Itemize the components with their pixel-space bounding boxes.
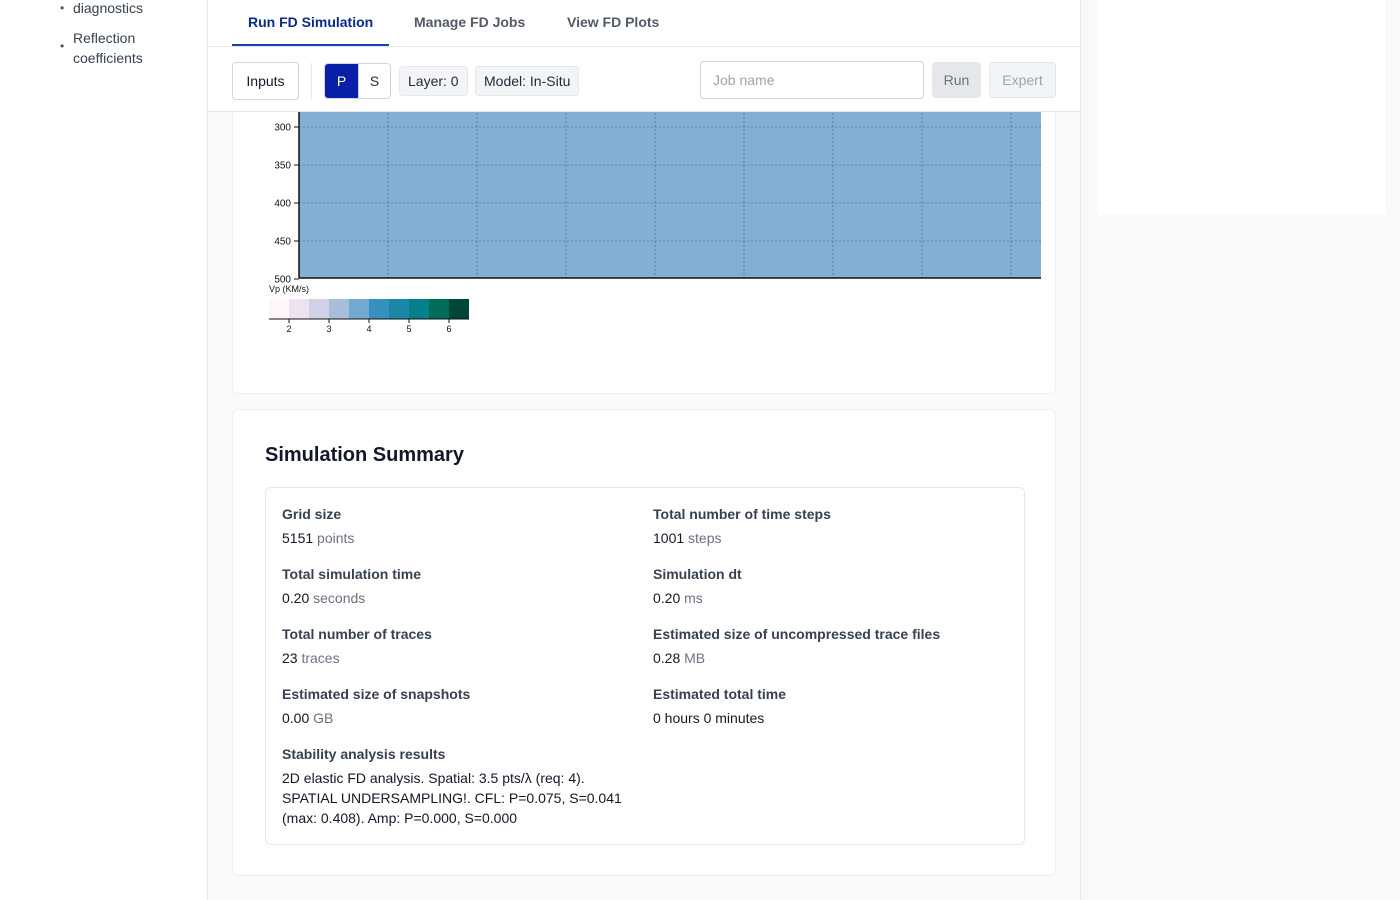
y-tick-label: 400 (274, 198, 291, 210)
wave-type-p-option[interactable]: P (325, 64, 358, 98)
summary-stat-value (282, 708, 622, 728)
summary-stat (282, 744, 622, 828)
colorbar-cell (329, 299, 349, 319)
summary-stat (653, 624, 993, 668)
summary-stat-unit: steps (688, 530, 722, 546)
summary-title: Simulation Summary (265, 444, 464, 466)
summary-stats-box (265, 487, 1025, 845)
colorbar-cell (409, 299, 429, 319)
summary-stat-value (653, 708, 993, 728)
summary-stat-value (282, 648, 622, 668)
tab-manage-fd-jobs[interactable]: Manage FD Jobs (414, 14, 526, 30)
simulation-toolbar (208, 47, 1080, 112)
layer-badge: Layer: 0 (399, 66, 468, 96)
model-badge: Model: In-Situ (475, 66, 579, 96)
tab-bar (208, 0, 1080, 47)
run-button[interactable]: Run (932, 62, 981, 98)
y-tick-label: 450 (274, 236, 291, 248)
summary-stat-number: 2D elastic FD analysis. Spatial: 3.5 pts/λ (req: 4). SPATIAL UNDERSAMPLING!. CFL: P=0.075, S=0.041 (max: 0.408). Amp: P=0.000, S=0.000 (282, 770, 622, 826)
colorbar-cell (349, 299, 369, 319)
summary-stat-number: 1001 (653, 530, 685, 546)
tab-view-fd-plots[interactable]: View FD Plots (567, 14, 660, 30)
summary-stat-label: Total number of traces (282, 626, 432, 642)
colorbar-cell (289, 299, 309, 319)
summary-stat (282, 624, 622, 668)
sidebar-item-label: Reflection coefficients (73, 30, 143, 66)
summary-stat-value (282, 588, 622, 608)
summary-stat (653, 564, 993, 608)
y-tick-label: 350 (274, 160, 291, 172)
summary-stat (653, 684, 993, 728)
colorbar-tick-label: 6 (446, 324, 452, 334)
colorbar-cell (369, 299, 389, 319)
right-column (1080, 0, 1400, 900)
summary-stat-number: 0.28 (653, 650, 681, 666)
summary-stat-label: Estimated total time (653, 686, 787, 702)
colorbar-cell (389, 299, 409, 319)
summary-stat-value (282, 768, 622, 828)
toolbar-divider (311, 63, 312, 99)
summary-stat-label: Grid size (282, 506, 342, 522)
summary-stat-label: Total number of time steps (653, 506, 831, 522)
wave-type-s-option[interactable]: S (358, 64, 390, 98)
main-content (208, 0, 1080, 900)
colorbar-label: Vp (KM/s) (269, 284, 310, 294)
bullet-icon: • (60, 39, 65, 53)
expert-button[interactable]: Expert (989, 62, 1056, 98)
summary-stat-unit: points (317, 530, 355, 546)
job-name-input[interactable] (700, 61, 924, 99)
summary-stat-number: 0.20 (282, 590, 310, 606)
summary-stat-label: Stability analysis results (282, 746, 446, 762)
summary-stat-unit: seconds (313, 590, 366, 606)
summary-stat-number: 0.00 (282, 710, 310, 726)
summary-stat-label: Estimated size of uncompressed trace files (653, 626, 941, 642)
colorbar-tick-label: 4 (366, 324, 372, 334)
simulation-summary-card (232, 409, 1056, 876)
summary-stat-unit: MB (684, 650, 706, 666)
colorbar-cell (429, 299, 449, 319)
colorbar-tick-label: 3 (326, 324, 332, 334)
summary-stat (282, 504, 622, 548)
y-tick-label: 500 (274, 274, 291, 286)
bullet-icon: • (60, 1, 65, 15)
colorbar-cell (269, 299, 289, 319)
summary-stat-unit: traces (301, 650, 340, 666)
summary-stat-label: Simulation dt (653, 566, 742, 582)
summary-stat-label: Total simulation time (282, 566, 421, 582)
y-tick-label: 300 (274, 122, 291, 134)
colorbar-cell (449, 299, 469, 319)
summary-stat-unit: GB (313, 710, 334, 726)
sidebar-item-label: diagnostics (73, 0, 144, 16)
summary-stat-number: 23 (282, 650, 298, 666)
summary-stat-value (653, 648, 993, 668)
summary-stat (282, 684, 622, 728)
colorbar-tick-label: 5 (406, 324, 412, 334)
right-panel (1097, 0, 1385, 215)
summary-stat (653, 504, 993, 548)
tab-run-fd-simulation[interactable]: Run FD Simulation (232, 0, 389, 46)
summary-stat-number: 0 hours 0 minutes (653, 710, 765, 726)
summary-stat-value (653, 528, 993, 548)
summary-stat-value (282, 528, 622, 548)
left-sidebar (0, 0, 208, 900)
colorbar-tick-label: 2 (286, 324, 292, 334)
colorbar-cell (309, 299, 329, 319)
summary-stat-number: 0.20 (653, 590, 681, 606)
inputs-button[interactable]: Inputs (232, 62, 299, 100)
summary-stat-unit: ms (684, 590, 703, 606)
summary-stat-number: 5151 (282, 530, 314, 546)
summary-stat-label: Estimated size of snapshots (282, 686, 471, 702)
summary-stat (282, 564, 622, 608)
wave-type-toggle (324, 63, 391, 99)
summary-stat-value (653, 588, 993, 608)
